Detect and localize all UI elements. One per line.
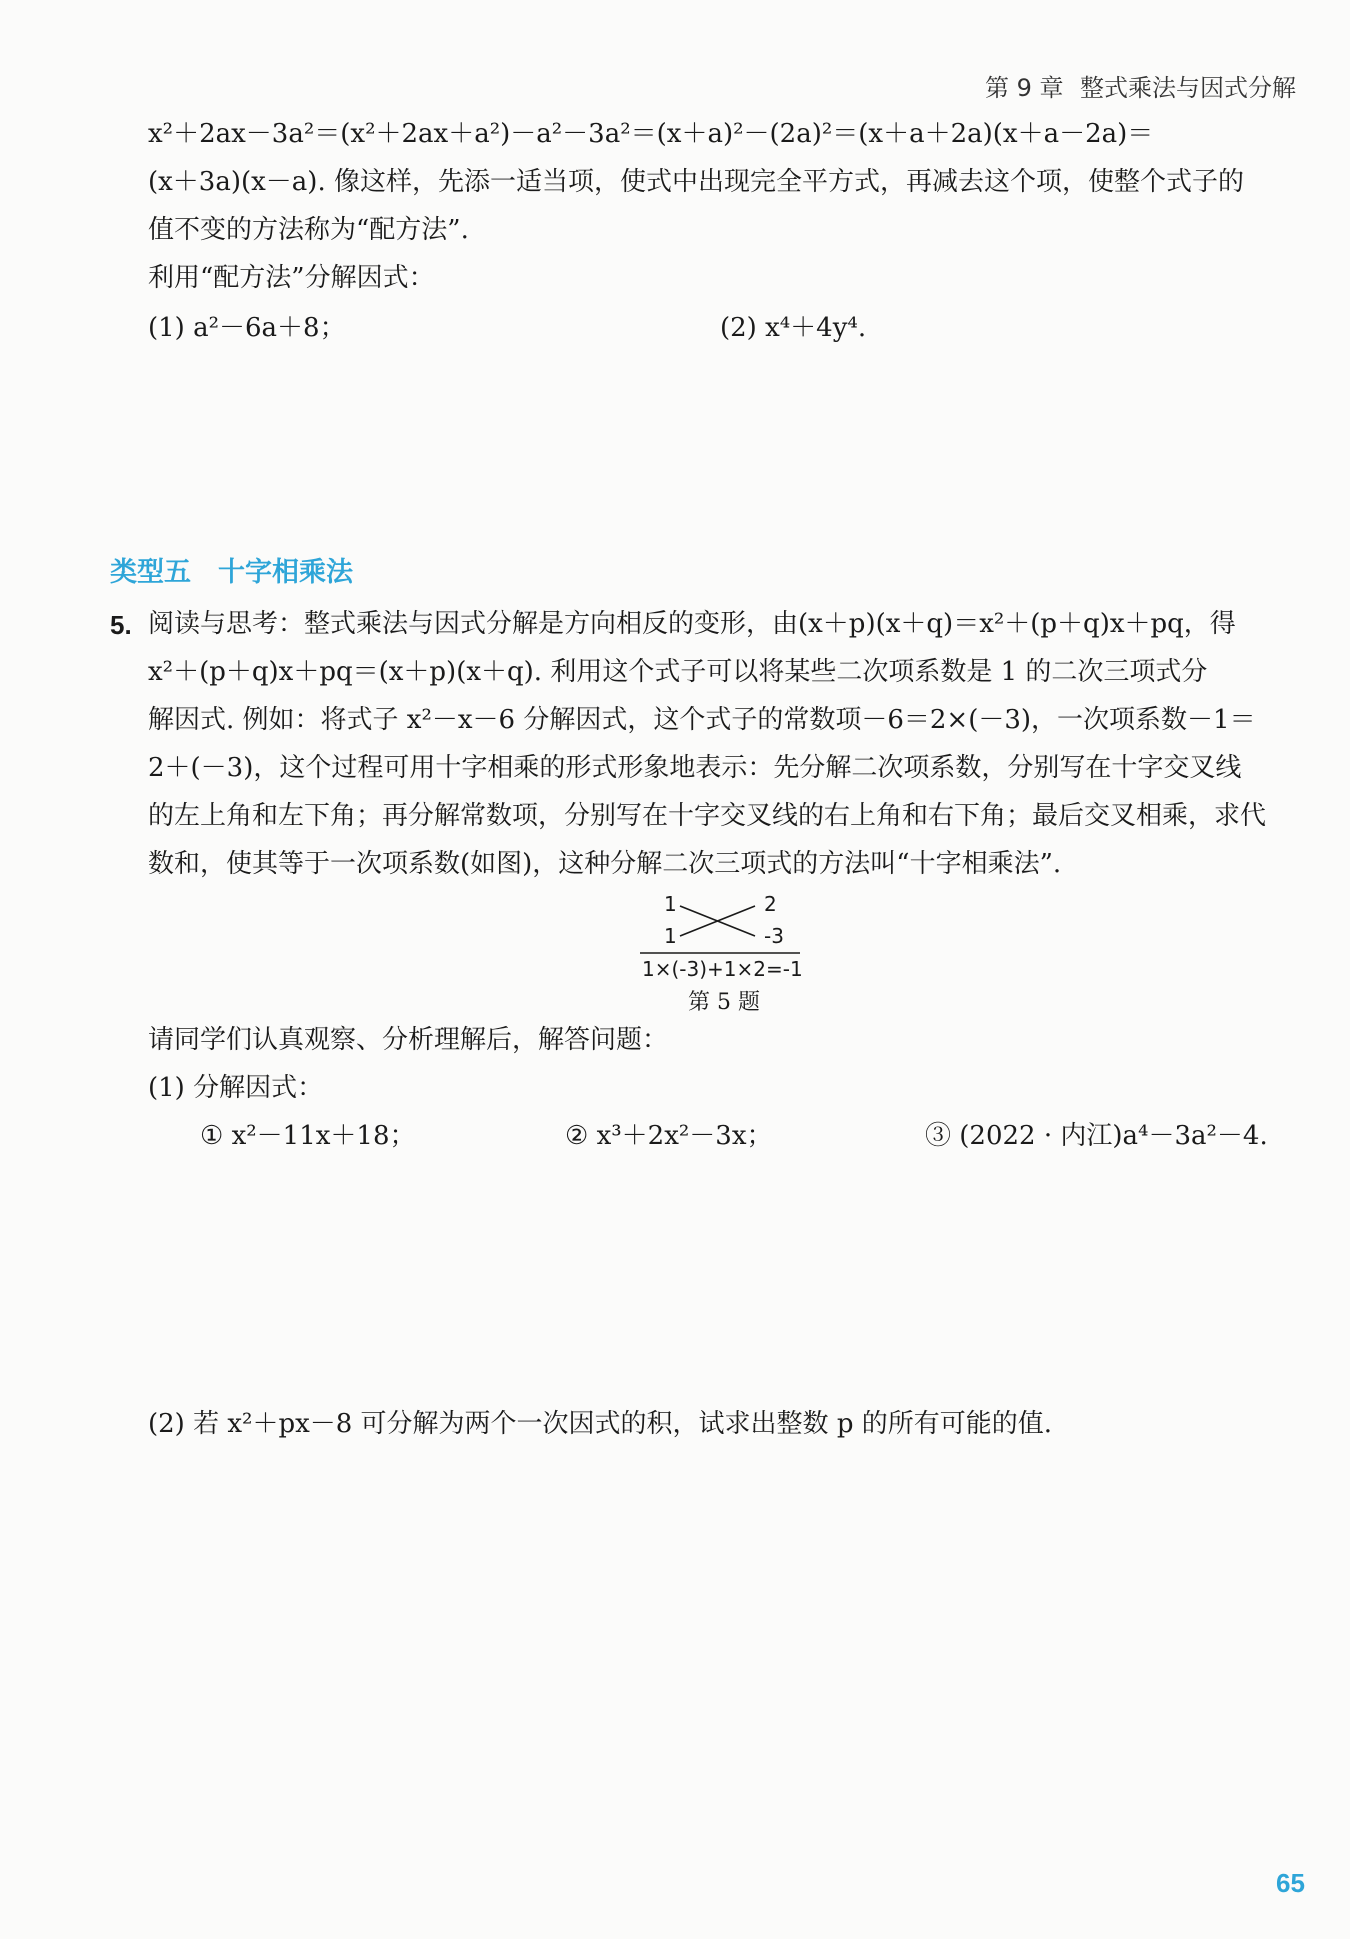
- problem-line-2: x²＋(p＋q)x＋pq＝(x＋p)(x＋q). 利用这个式子可以将某些二次项系数是 1 的二次三项式分: [148, 657, 1208, 687]
- page-number: 65: [1276, 1868, 1305, 1898]
- part1-sub-2: ② x³＋2x²－3x；: [565, 1121, 773, 1151]
- cross-lines-diagram: [640, 890, 800, 960]
- part2: (2) 若 x²＋px－8 可分解为两个一次因式的积，试求出整数 p 的所有可能的值.: [148, 1409, 1052, 1439]
- intro-line-4: 利用“配方法”分解因式：: [148, 263, 435, 293]
- diagram-top-left: 1: [664, 892, 677, 916]
- intro-line-3: 值不变的方法称为“配方法”.: [148, 215, 469, 245]
- problem-line-4: 2＋(－3)，这个过程可用十字相乘的形式形象地表示：先分解二次项系数，分别写在十字交叉线: [148, 753, 1242, 783]
- problem-number: 5.: [110, 610, 132, 640]
- intro-line-2: (x＋3a)(x－a). 像这样，先添一适当项，使式中出现完全平方式，再减去这个项，使整个式子的: [148, 167, 1244, 197]
- diagram-bottom-right: -3: [764, 924, 784, 948]
- intro-line-1: x²＋2ax－3a²＝(x²＋2ax＋a²)－a²－3a²＝(x＋a)²－(2a)²＝(x＋a＋2a)(x＋a－2a)＝: [148, 119, 1154, 149]
- diagram-result: 1×(-3)+1×2=-1: [642, 957, 803, 981]
- part1-label: (1) 分解因式：: [148, 1073, 324, 1103]
- part1-sub-3: ③ (2022 · 内江)a⁴－3a²－4.: [925, 1121, 1268, 1151]
- problem-line-5: 的左上角和左下角；再分解常数项，分别写在十字交叉线的右上角和右下角；最后交叉相乘，求代: [148, 801, 1267, 831]
- problem-line-1: 阅读与思考：整式乘法与因式分解是方向相反的变形，由(x＋p)(x＋q)＝x²＋(p＋q)x＋pq，得: [148, 609, 1236, 639]
- chapter-title: 整式乘法与因式分解: [1080, 74, 1296, 102]
- diagram-top-right: 2: [764, 892, 777, 916]
- section-title: 类型五 十字相乘法: [110, 557, 353, 588]
- diagram-bottom-left: 1: [664, 924, 677, 948]
- intro-item-2: (2) x⁴＋4y⁴.: [720, 313, 867, 343]
- problem-line-3: 解因式. 例如：将式子 x²－x－6 分解因式，这个式子的常数项－6＝2×(－3)，一次项系数－1＝: [148, 705, 1256, 735]
- problem-prompt: 请同学们认真观察、分析理解后，解答问题：: [148, 1025, 669, 1055]
- intro-item-1: (1) a²－6a＋8；: [148, 313, 346, 343]
- problem-line-6: 数和，使其等于一次项系数(如图)，这种分解二次三项式的方法叫“十字相乘法”.: [148, 849, 1062, 879]
- part1-sub-1: ① x²－11x＋18；: [200, 1121, 416, 1151]
- chapter-label: 第 9 章: [985, 74, 1064, 102]
- diagram-caption: 第 5 题: [688, 990, 760, 1015]
